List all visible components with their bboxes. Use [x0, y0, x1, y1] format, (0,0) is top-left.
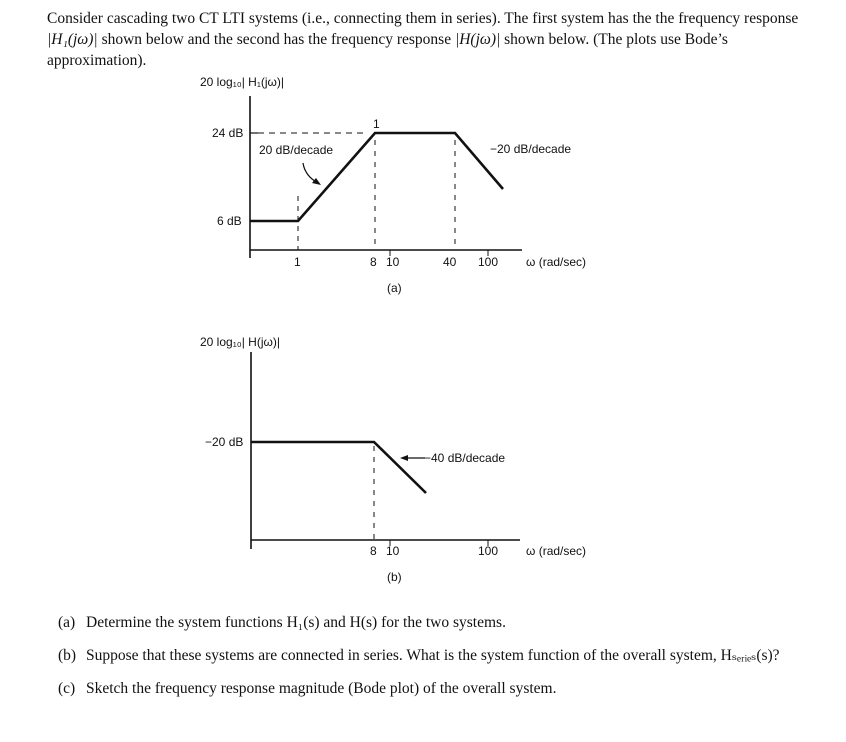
plot-b-xaxis-label: ω (rad/sec) [526, 544, 587, 558]
question-b-tag: (b) [58, 647, 77, 664]
question-b-text: Suppose that these systems are connected in series. What is the system function of the overall system, Hₛₑᵣᵢₑₛ(s)? [86, 647, 780, 664]
intro-text-2: shown below and the second has the frequency response [97, 31, 455, 48]
plot-b-xtick-100: 100 [478, 544, 499, 558]
plot-a-fall-annotation: −20 dB/decade [490, 142, 572, 156]
question-c [58, 678, 828, 699]
plot-a-ylabel: 20 log₁₀| H₁(jω)| [200, 75, 285, 89]
intro-text-1: Consider cascading two CT LTI systems (i.e., connecting them in series). The first system has the the frequency response [47, 10, 799, 27]
question-a-tag: (a) [58, 614, 76, 631]
plot-a-xtick-100: 100 [478, 255, 499, 269]
question-c-tag: (c) [58, 680, 76, 697]
plot-a-ytick-label-6: 6 dB [217, 214, 242, 228]
plot-b-xtick-10: 10 [386, 544, 400, 558]
intro-math-h: |H(jω)| [454, 31, 501, 48]
question-list [58, 612, 828, 711]
question-a [58, 612, 828, 633]
plot-b-annotation-arrowhead [400, 455, 408, 461]
plot-a [200, 75, 586, 295]
plot-b-ylabel: 20 log₁₀| H(jω)| [200, 335, 280, 349]
plot-a-annotation-arrowhead [312, 178, 321, 185]
plot-b-caption: (b) [387, 570, 402, 584]
plot-a-xaxis-label: ω (rad/sec) [526, 255, 587, 269]
intro-text-3: shown below. (The plots use Bode’s approximation). [47, 31, 728, 69]
plot-b-xtick-8: 8 [370, 544, 377, 558]
question-a-text: Determine the system functions H₁(s) and H(s) for the two systems. [86, 614, 506, 631]
plot-b-fall-annotation: −40 dB/decade [424, 451, 506, 465]
plot-a-caption: (a) [387, 281, 402, 295]
plot-a-xtick-10: 10 [386, 255, 400, 269]
plot-b-magnitude-curve [251, 442, 426, 493]
plot-a-xtick-40: 40 [443, 255, 457, 269]
plot-b [200, 335, 586, 584]
plot-a-corner-mark: 1 [373, 117, 380, 131]
intro-math-h1: |H₁(jω)| [47, 31, 98, 48]
plot-a-xtick-8: 8 [370, 255, 377, 269]
question-c-text: Sketch the frequency response magnitude (Bode plot) of the overall system. [86, 680, 557, 697]
question-b [58, 645, 828, 666]
plot-b-ytick-label-m20: −20 dB [205, 435, 244, 449]
plot-a-ytick-label-24: 24 dB [212, 126, 244, 140]
plot-a-rise-annotation: 20 dB/decade [259, 143, 334, 157]
plot-a-xtick-1: 1 [294, 255, 301, 269]
